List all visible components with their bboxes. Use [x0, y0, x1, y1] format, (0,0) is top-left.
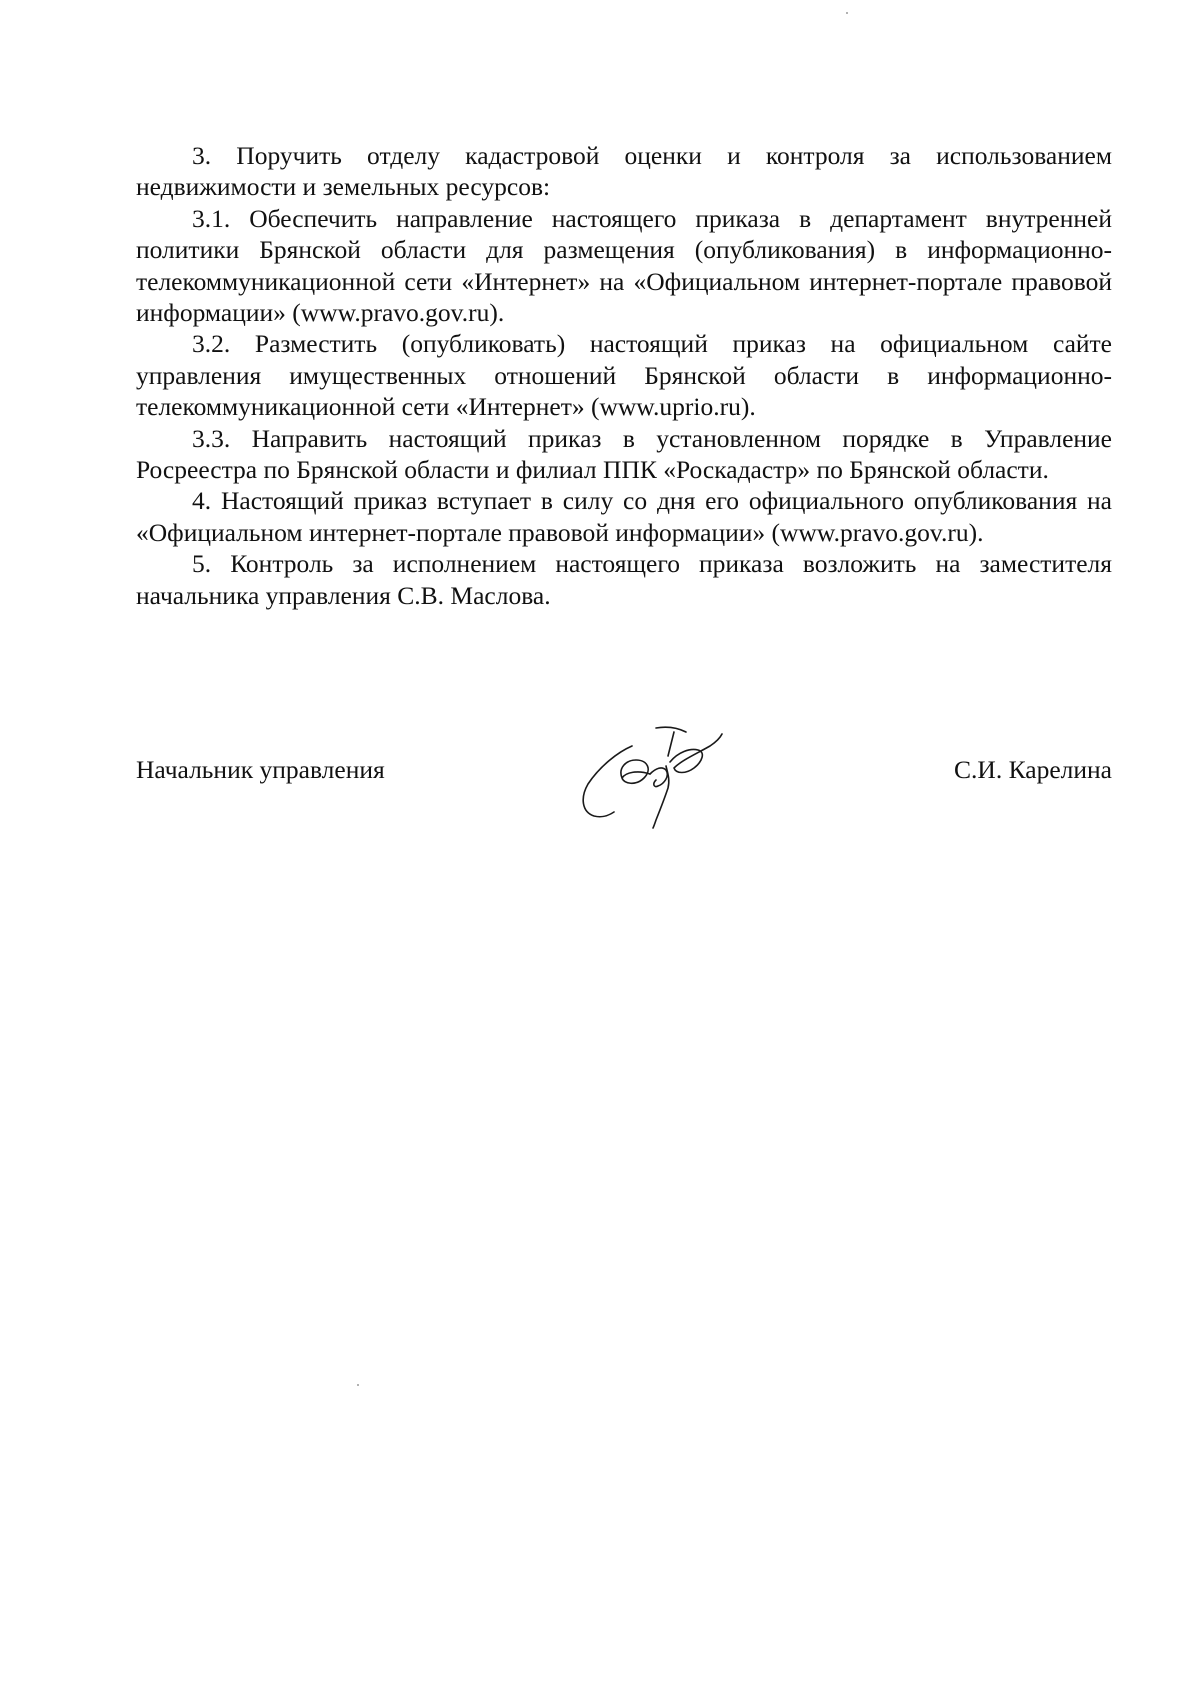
paragraph-5: 5. Контроль за исполнением настоящего приказа возложить на заместителя начальника управления С.В. Маслова. — [136, 549, 1112, 610]
paragraph-3-3: 3.3. Направить настоящий приказ в установленном порядке в Управление Росреестра по Брянской области и филиал ППК «Роскадастр» по Брянской области. — [136, 423, 1112, 485]
paragraph-3-2: 3.2. Разместить (опубликовать) настоящий приказ на официальном сайте управления имущественных отношений Брянской области в информационно-телекоммуникационной сети «Интернет» (www.uprio.ru). — [136, 329, 1112, 422]
handwritten-signature — [578, 722, 728, 832]
scan-speck — [357, 1384, 359, 1386]
paragraph-3-1: 3.1. Обеспечить направление настоящего приказа в департамент внутренней политики Брянской области для размещения (опубликования) в информационно-телекоммуникационной сети «Интернет» на «Официальном интернет-портале правовой информации» (www.pravo.gov.ru). — [136, 203, 1112, 328]
signatory-position: Начальник управления — [136, 755, 385, 784]
signatory-name: С.И. Карелина — [954, 755, 1112, 784]
paragraph-4: 4. Настоящий приказ вступает в силу со дня его официального опубликования на «Официальном интернет-портале правовой информации» (www.pravo.gov.ru). — [136, 486, 1112, 547]
scan-speck — [846, 12, 848, 14]
paragraph-3: 3. Поручить отделу кадастровой оценки и контроля за использованием недвижимости и земельных ресурсов: — [136, 141, 1112, 202]
document-body — [136, 140, 1112, 611]
